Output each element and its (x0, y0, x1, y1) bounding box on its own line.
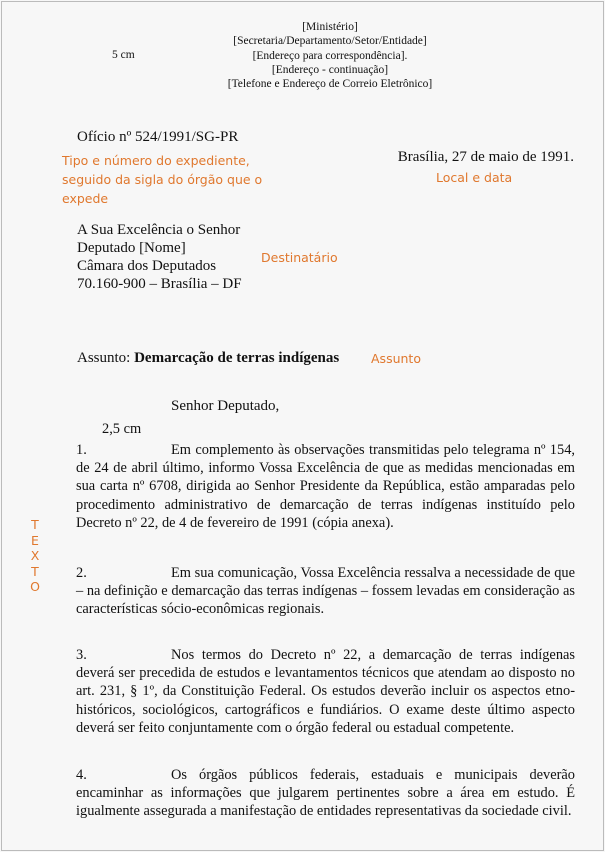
paragraph-number: 3. (76, 647, 87, 663)
header-line: [Secretaria/Departamento/Setor/Entidade] (233, 35, 427, 48)
paragraph-text: Em complemento às observações transmitidas pelo telegrama nº 154, de 24 de abril último, informo Vossa Excelência de que as medidas mencionadas em sua carta nº 6708, dirigida ao Senhor Presidente da República, estão amparadas pelo procedimento administrativo de demarcação de terras indígenas instituído pelo Decreto nº 22, de 4 de fevereiro de 1991 (cópia anexa). (76, 442, 575, 531)
paragraph-text: Nos termos do Decreto nº 22, a demarcação de terras indígenas deverá ser precedida de estudos e levantamentos técnicos que atendam ao disposto no art. 231, § 1º, da Constituição Federal. Os estudos deverão incluir os aspectos etno-históricos, sociológicos, cartográficos e fundiários. O exame deste último aspecto deverá ser feito conjuntamente com o órgão federal ou estadual competente. (76, 647, 575, 736)
margin-label: 5 cm (112, 49, 135, 61)
annotation-tipo: Tipo e número do expediente, seguido da sigla do órgão que o expede (62, 153, 263, 206)
header-line: [Ministério] (302, 21, 358, 33)
texto-letter: T (31, 517, 39, 532)
header-line: [Endereço para correspondência]. (252, 49, 408, 62)
texto-letter: X (30, 548, 40, 563)
paragraph-1 (76, 441, 575, 532)
texto-letter: T (31, 563, 39, 579)
paragraph-number: 4. (76, 767, 87, 783)
paragraph-number: 2. (76, 565, 87, 581)
paragraph-number: 1. (76, 442, 87, 458)
texto-letter: E (31, 532, 39, 548)
paragraph-text: Em sua comunicação, Vossa Excelência ressalva a necessidade de que – na definição e demarcação das terras indígenas – fossem levadas em consideração as características sócio-econômicas regionais. (76, 565, 575, 618)
subject-label: Assunto: (77, 350, 131, 366)
salutation: Senhor Deputado, (171, 398, 280, 414)
date-line: Brasília, 27 de maio de 1991. (397, 149, 574, 165)
recipient-block (77, 221, 242, 293)
texto-letter: O (30, 579, 40, 594)
paragraph-3 (76, 646, 575, 737)
subject-value: Demarcação de terras indígenas (134, 350, 340, 366)
paragraph-4 (76, 766, 575, 821)
recipient-line: A Sua Excelência o Senhor (77, 222, 241, 238)
header-line: [Telefone e Endereço de Correio Eletrônico] (227, 78, 433, 91)
recipient-line: Câmara dos Deputados (77, 258, 217, 274)
recipient-line: Deputado [Nome] (77, 240, 186, 256)
letterhead (200, 20, 460, 91)
oficio-number: Ofício nº 524/1991/SG-PR (77, 129, 239, 145)
paragraph-2 (76, 564, 575, 619)
indent-label: 2,5 cm (102, 421, 142, 437)
subject-line (77, 349, 339, 367)
annotation-destinatario: Destinatário (261, 250, 338, 265)
paragraph-text: Os órgãos públicos federais, estaduais e municipais deverão encaminhar as informações que julgarem pertinentes sobre a área em estudo. É igualmente assegurada a manifestação de entidades representativas da sociedade civil. (76, 767, 575, 820)
header-line: [Endereço - continuação] (271, 63, 389, 76)
annotation-local: Local e data (436, 170, 513, 185)
annotation-assunto: Assunto (371, 351, 421, 366)
recipient-line: 70.160-900 – Brasília – DF (77, 276, 242, 292)
annotation-texto (28, 517, 42, 595)
